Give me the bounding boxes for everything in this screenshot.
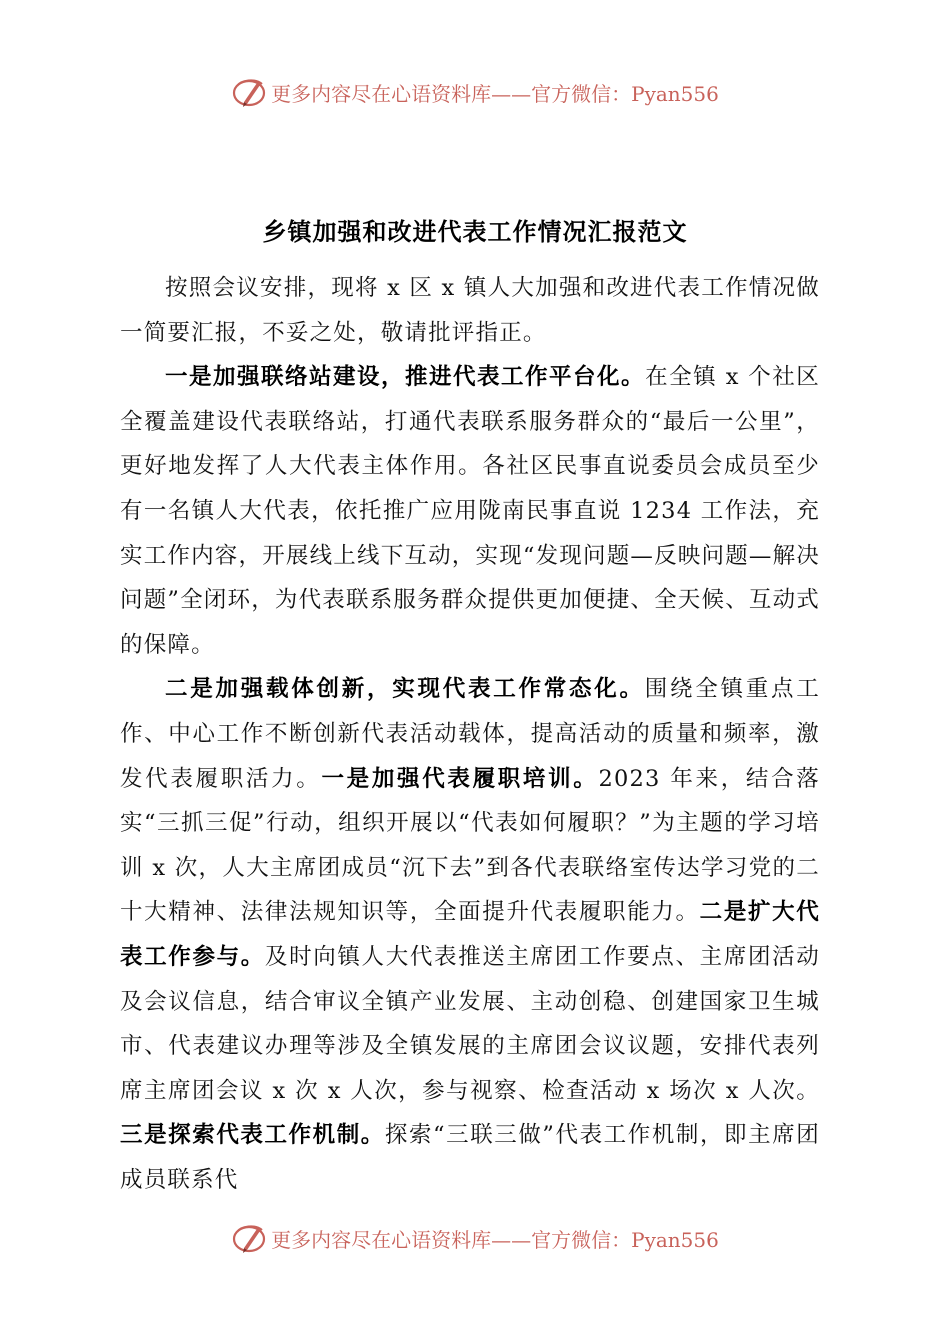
- document-body: [120, 266, 820, 1202]
- document-title: 乡镇加强和改进代表工作情况汇报范文: [262, 218, 688, 246]
- paragraph-text: 围绕全镇重点工作、中心工作不断创新代表活动载体，提高活动的质量和频率，激发代表履职活力。: [120, 676, 820, 792]
- paragraph: [120, 355, 820, 667]
- paragraph-text: 2023 年来，结合落实“三抓三促”行动，组织开展以“代表如何履职？”为主题的学习培训 x 次，人大主席团成员“沉下去”到各代表联络室传达学习党的二十大精神、法律法规知识等，全面提升代表履职能力。: [120, 765, 820, 926]
- banner-text: 更多内容尽在心语资料库——官方微信：Pyan556: [271, 81, 719, 106]
- paragraph-text: 探索“三联三做”代表工作机制，即主席团成员联系代: [120, 1122, 820, 1193]
- subpoint-heading: 一是加强代表履职培训。: [321, 765, 599, 792]
- paragraph-heading: 二是加强载体创新，实现代表工作常态化。: [165, 676, 645, 703]
- header-banner: [0, 72, 950, 112]
- subpoint-heading: 三是探索代表工作机制。: [120, 1122, 385, 1149]
- banner-text: 更多内容尽在心语资料库——官方微信：Pyan556: [271, 1227, 719, 1252]
- paragraph-text: 按照会议安排，现将 x 区 x 镇人大加强和改进代表工作情况做一简要汇报，不妥之处，敬请批评指正。: [120, 275, 820, 346]
- paragraph: [120, 667, 820, 1202]
- paragraph: [120, 266, 820, 355]
- pen-logo-icon: [231, 1220, 267, 1256]
- pen-logo-icon: [231, 74, 267, 110]
- paragraph-text: 在全镇 x 个社区全覆盖建设代表联络站，打通代表联系服务群众的“最后一公里”，更好地发挥了人大代表主体作用。各社区民事直说委员会成员至少有一名镇人大代表，依托推广应用陇南民事直说 1234 工作法，充实工作内容，开展线上线下互动，实现“发现问题—反映问题—解决问题”全闭环，为代表联系服务群众提供更加便捷、全天候、互动式的保障。: [120, 364, 821, 658]
- subpoint-heading: 二是扩大代表工作参与。: [120, 899, 820, 970]
- footer-banner: [0, 1218, 950, 1258]
- paragraph-heading: 一是加强联络站建设，推进代表工作平台化。: [165, 364, 646, 391]
- paragraph-text: 及时向镇人大代表推送主席团工作要点、主席团活动及会议信息，结合审议全镇产业发展、主动创稳、创建国家卫生城市、代表建议办理等涉及全镇发展的主席团会议议题，安排代表列席主席团会议 x 次 x 人次，参与视察、检查活动 x 场次 x 人次。: [120, 943, 820, 1104]
